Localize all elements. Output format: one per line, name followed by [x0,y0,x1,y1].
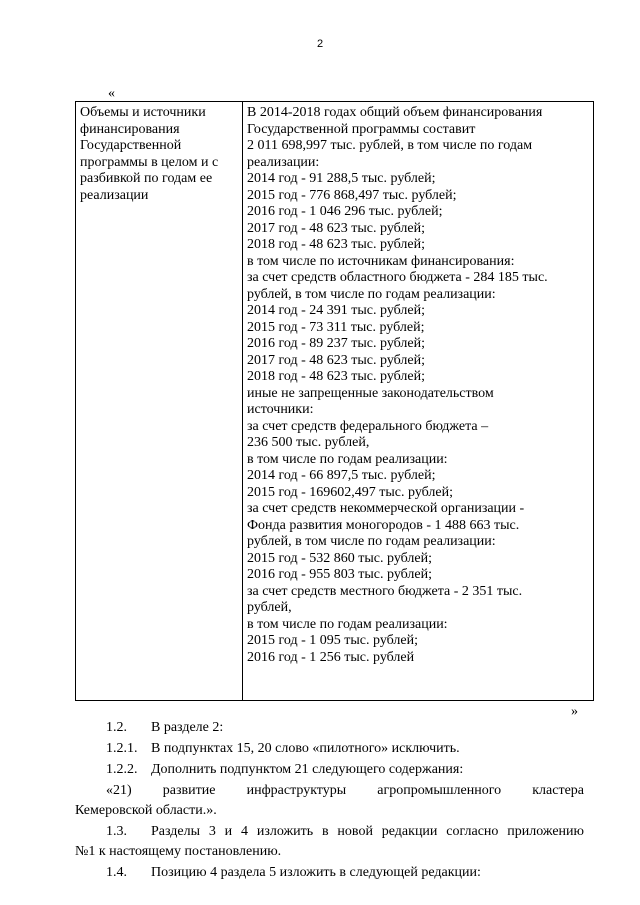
value-line: 2014 год - 24 391 тыс. рублей; [247,303,426,318]
value-line: Государственной программы составит [247,121,476,137]
table-row [76,102,594,701]
label-line: реализации [80,187,149,203]
value-cell [243,102,594,701]
value-line: за счет средств некоммерческой организации - [247,501,525,516]
value-line: в том числе по годам реализации: [247,451,448,467]
value-line: за счет средств местного бюджета - 2 351 тыс. [247,583,523,599]
value-line: В 2014-2018 годах общий объем финансирования [247,105,543,120]
paragraph-line: Разделы 3 и 4 изложить в новой редакции согласно приложению [151,824,584,839]
closing-quote: » [571,704,578,719]
value-line: 2015 год - 776 868,497 тыс. рублей; [247,187,457,203]
value-line: 2016 год - 89 237 тыс. рублей; [247,336,426,351]
label-line: разбивкой по годам ее [80,171,213,186]
value-line: в том числе по годам реализации: [247,616,448,632]
value-line: 2017 год - 48 623 тыс. рублей; [247,352,426,368]
value-line: 2014 год - 91 288,5 тыс. рублей; [247,171,436,186]
label-line: Государственной [80,138,182,153]
paragraph-number: 1.2.1. [106,741,138,756]
value-line: 236 500 тыс. рублей, [247,435,370,450]
value-line: рублей, [247,600,292,615]
label-cell [76,102,243,701]
paragraph-1-3-text [75,822,584,862]
paragraph-number: 1.4. [106,865,127,880]
paragraph-number: 1.2. [106,720,127,735]
paragraph-text: В разделе 2: [151,720,224,735]
opening-quote: « [108,86,115,101]
value-line: рублей, в том числе по годам реализации: [247,534,496,549]
value-line: 2015 год - 1 095 тыс. рублей; [247,633,419,648]
paragraph-item-21 [75,781,584,821]
paragraph-text: В подпунктах 15, 20 слово «пилотного» исключить. [151,741,460,756]
value-line: 2016 год - 1 046 296 тыс. рублей; [247,204,443,219]
financing-table [75,101,594,701]
value-line: реализации: [247,154,320,170]
label-line: Объемы и источники [80,105,206,120]
paragraph-text: Дополнить подпунктом 21 следующего содержания: [151,762,464,777]
value-line: 2017 год - 48 623 тыс. рублей; [247,220,426,236]
page-number: 2 [316,38,324,50]
value-line: 2018 год - 48 623 тыс. рублей; [247,369,426,384]
paragraph-line: «21) развитие инфраструктуры агропромышленного кластера [106,783,584,798]
paragraph-line: №1 к настоящему постановлению. [75,844,282,859]
value-line: источники: [247,402,314,417]
value-line: рублей, в том числе по годам реализации: [247,286,496,302]
value-line: за счет средств областного бюджета - 284 185 тыс. [247,270,548,285]
value-line: 2016 год - 955 803 тыс. рублей; [247,567,433,582]
paragraph-text: Позицию 4 раздела 5 изложить в следующей редакции: [151,865,481,880]
value-line: 2014 год - 66 897,5 тыс. рублей; [247,468,436,483]
paragraph-number: 1.2.2. [106,762,138,777]
value-line: 2015 год - 73 311 тыс. рублей; [247,319,425,335]
value-line: 2016 год - 1 256 тыс. рублей [247,649,415,665]
paragraph-line: Кемеровской области.». [75,803,217,818]
paragraph-number: 1.3. [106,824,127,839]
value-line: 2018 год - 48 623 тыс. рублей; [247,237,426,252]
value-line: Фонда развития моногородов - 1 488 663 тыс. [247,517,520,533]
label-line: финансирования [80,121,180,137]
value-line: иные не запрещенные законодательством [247,385,494,401]
value-line: в том числе по источникам финансирования: [247,253,515,269]
label-line: программы в целом и с [80,154,219,170]
value-line: 2015 год - 169602,497 тыс. рублей; [247,484,454,500]
value-line: за счет средств федерального бюджета – [247,418,489,434]
value-line: 2 011 698,997 тыс. рублей, в том числе по годам [247,138,533,153]
value-line: 2015 год - 532 860 тыс. рублей; [247,550,433,566]
